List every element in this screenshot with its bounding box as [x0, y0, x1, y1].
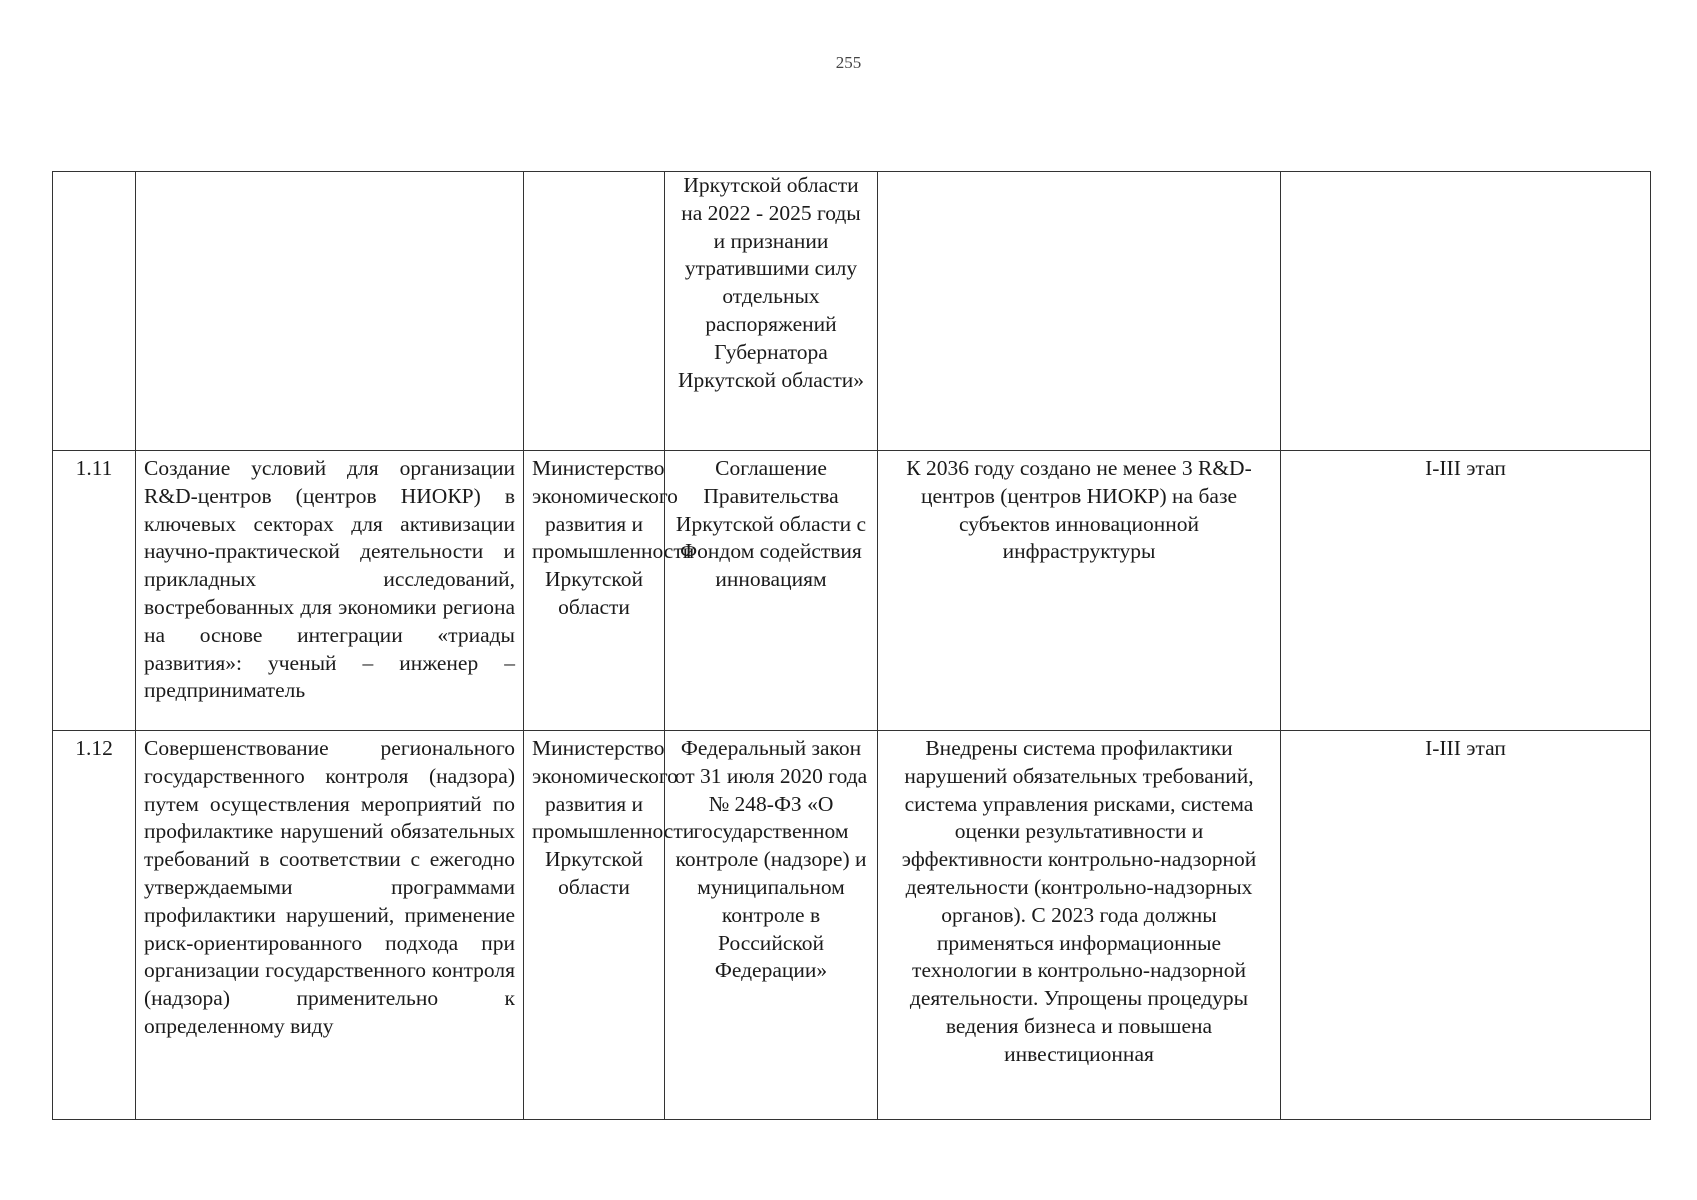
- executor-cell: Министерство экономического развития и промышленности Иркутской области: [524, 451, 665, 731]
- result-cell: Внедрены система профилактики нарушений обязательных требований, система управления рисками, система оценки результативности и эффективности контрольно-надзорной деятельности (контрольно-надзорных органов). С 2023 года должны применяться информационные технологии в контрольно-надзорной деятельности. Упрощены процедуры ведения бизнеса и повышена инвестиционная: [878, 731, 1281, 1120]
- row-number-cell: [53, 172, 136, 451]
- measures-table: [52, 171, 1651, 1120]
- table-row: [53, 731, 1651, 1120]
- row-number-cell: 1.12: [53, 731, 136, 1120]
- document-cell: Федеральный закон от 31 июля 2020 года № 248-ФЗ «О государственном контроле (надзоре) и муниципальном контроле в Российской Федерации»: [665, 731, 878, 1120]
- period-cell: I-III этап: [1281, 451, 1651, 731]
- period-cell: [1281, 172, 1651, 451]
- document-cell: Соглашение Правительства Иркутской области с Фондом содействия инновациям: [665, 451, 878, 731]
- executor-cell: [524, 172, 665, 451]
- table-row: [53, 451, 1651, 731]
- result-cell: [878, 172, 1281, 451]
- executor-cell: Министерство экономического развития и промышленности Иркутской области: [524, 731, 665, 1120]
- action-cell: Создание условий для организации R&D-центров (центров НИОКР) в ключевых секторах для активизации научно-практической деятельности и прикладных исследований, востребованных для экономики региона на основе интеграции «триады развития»: ученый – инженер – предприниматель: [136, 451, 524, 731]
- action-cell: [136, 172, 524, 451]
- result-cell: К 2036 году создано не менее 3 R&D-центров (центров НИОКР) на базе субъектов инновационной инфраструктуры: [878, 451, 1281, 731]
- action-cell: Совершенствование регионального государственного контроля (надзора) путем осуществления мероприятий по профилактике нарушений обязательных требований в соответствии с ежегодно утверждаемыми программами профилактики нарушений, применение риск-ориентированного подхода при организации государственного контроля (надзора) применительно к определенному виду: [136, 731, 524, 1120]
- table-row: [53, 172, 1651, 451]
- document-cell: Иркутской области на 2022 - 2025 годы и признании утратившими силу отдельных распоряжений Губернатора Иркутской области»: [665, 172, 878, 451]
- row-number-cell: 1.11: [53, 451, 136, 731]
- period-cell: I-III этап: [1281, 731, 1651, 1120]
- page-number: 255: [835, 53, 862, 72]
